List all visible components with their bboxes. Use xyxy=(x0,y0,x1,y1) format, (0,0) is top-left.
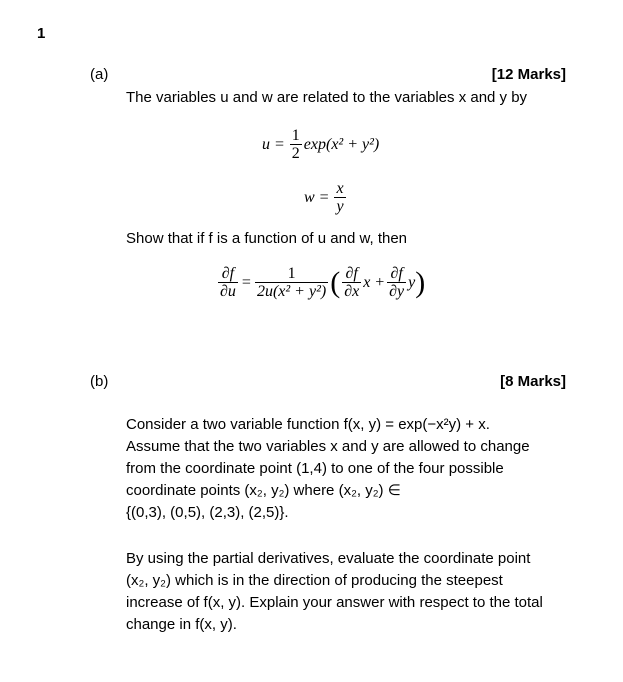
part-b-p2-line: change in f(x, y). xyxy=(126,616,237,633)
part-b-p1-line: {(0,3), (0,5), (2,3), (2,5)}. xyxy=(126,504,289,521)
eq-w-frac-den: y xyxy=(336,198,344,215)
eq-result-coefficient xyxy=(255,265,328,300)
part-b-marks: [8 Marks] xyxy=(500,373,566,390)
eq-result-lhs xyxy=(218,265,238,300)
equation-w xyxy=(304,180,348,215)
part-b-p1-line: Consider a two variable function f(x, y) = exp(−x²y) + x. xyxy=(126,416,490,433)
equation-u xyxy=(262,127,379,162)
eq-result-t1-den: ∂x xyxy=(344,283,360,300)
eq-result-equals: = xyxy=(241,273,251,291)
right-paren: ) xyxy=(415,265,426,299)
eq-u-frac-den: 2 xyxy=(291,145,300,162)
eq-result-t2-num: ∂f xyxy=(390,265,403,282)
part-a-label: (a) xyxy=(90,66,109,83)
equation-result xyxy=(216,265,425,300)
eq-result-lhs-num: ∂f xyxy=(221,265,235,282)
eq-result-t1-var: x + xyxy=(363,273,386,291)
eq-result-t1-num: ∂f xyxy=(345,265,358,282)
part-a-marks: [12 Marks] xyxy=(491,66,566,83)
left-paren: ( xyxy=(330,265,341,299)
eq-u-frac-num: 1 xyxy=(291,127,300,144)
eq-result-coef-den: 2u(x² + y²) xyxy=(256,283,327,300)
eq-result-term2 xyxy=(387,265,406,300)
eq-u-lhs: u = xyxy=(262,135,285,153)
part-b-p2-line: By using the partial derivatives, evaluate the coordinate point xyxy=(126,550,531,567)
part-a-show-text: Show that if f is a function of u and w, then xyxy=(126,230,408,247)
part-a-intro: The variables u and w are related to the variables x and y by xyxy=(126,89,528,106)
part-b-p1-line: Assume that the two variables x and y are allowed to change xyxy=(126,438,530,455)
part-b-label: (b) xyxy=(90,373,109,390)
part-b-p1-line: from the coordinate point (1,4) to one of the four possible xyxy=(126,460,504,477)
part-b-p1-line: coordinate points (x₂, y₂) where (x₂, y₂) ∈ xyxy=(126,482,401,499)
part-b-p2-line: increase of f(x, y). Explain your answer with respect to the total xyxy=(126,594,543,611)
eq-result-lhs-den: ∂u xyxy=(220,283,236,300)
eq-result-t2-den: ∂y xyxy=(389,283,405,300)
eq-u-rhs: exp(x² + y²) xyxy=(303,135,380,153)
eq-w-frac-num: x xyxy=(336,180,344,197)
eq-result-coef-num: 1 xyxy=(287,265,296,282)
eq-w-fraction xyxy=(334,180,345,215)
part-b-p2-line: (x₂, y₂) which is in the direction of producing the steepest xyxy=(126,572,503,589)
eq-u-fraction xyxy=(290,127,302,162)
eq-result-t2-var: y xyxy=(408,273,416,291)
part-b-paragraph-1 xyxy=(126,414,530,524)
eq-result-term1 xyxy=(342,265,361,300)
part-b-paragraph-2 xyxy=(126,548,543,636)
eq-w-lhs: w = xyxy=(304,188,330,206)
question-number: 1 xyxy=(37,25,46,42)
